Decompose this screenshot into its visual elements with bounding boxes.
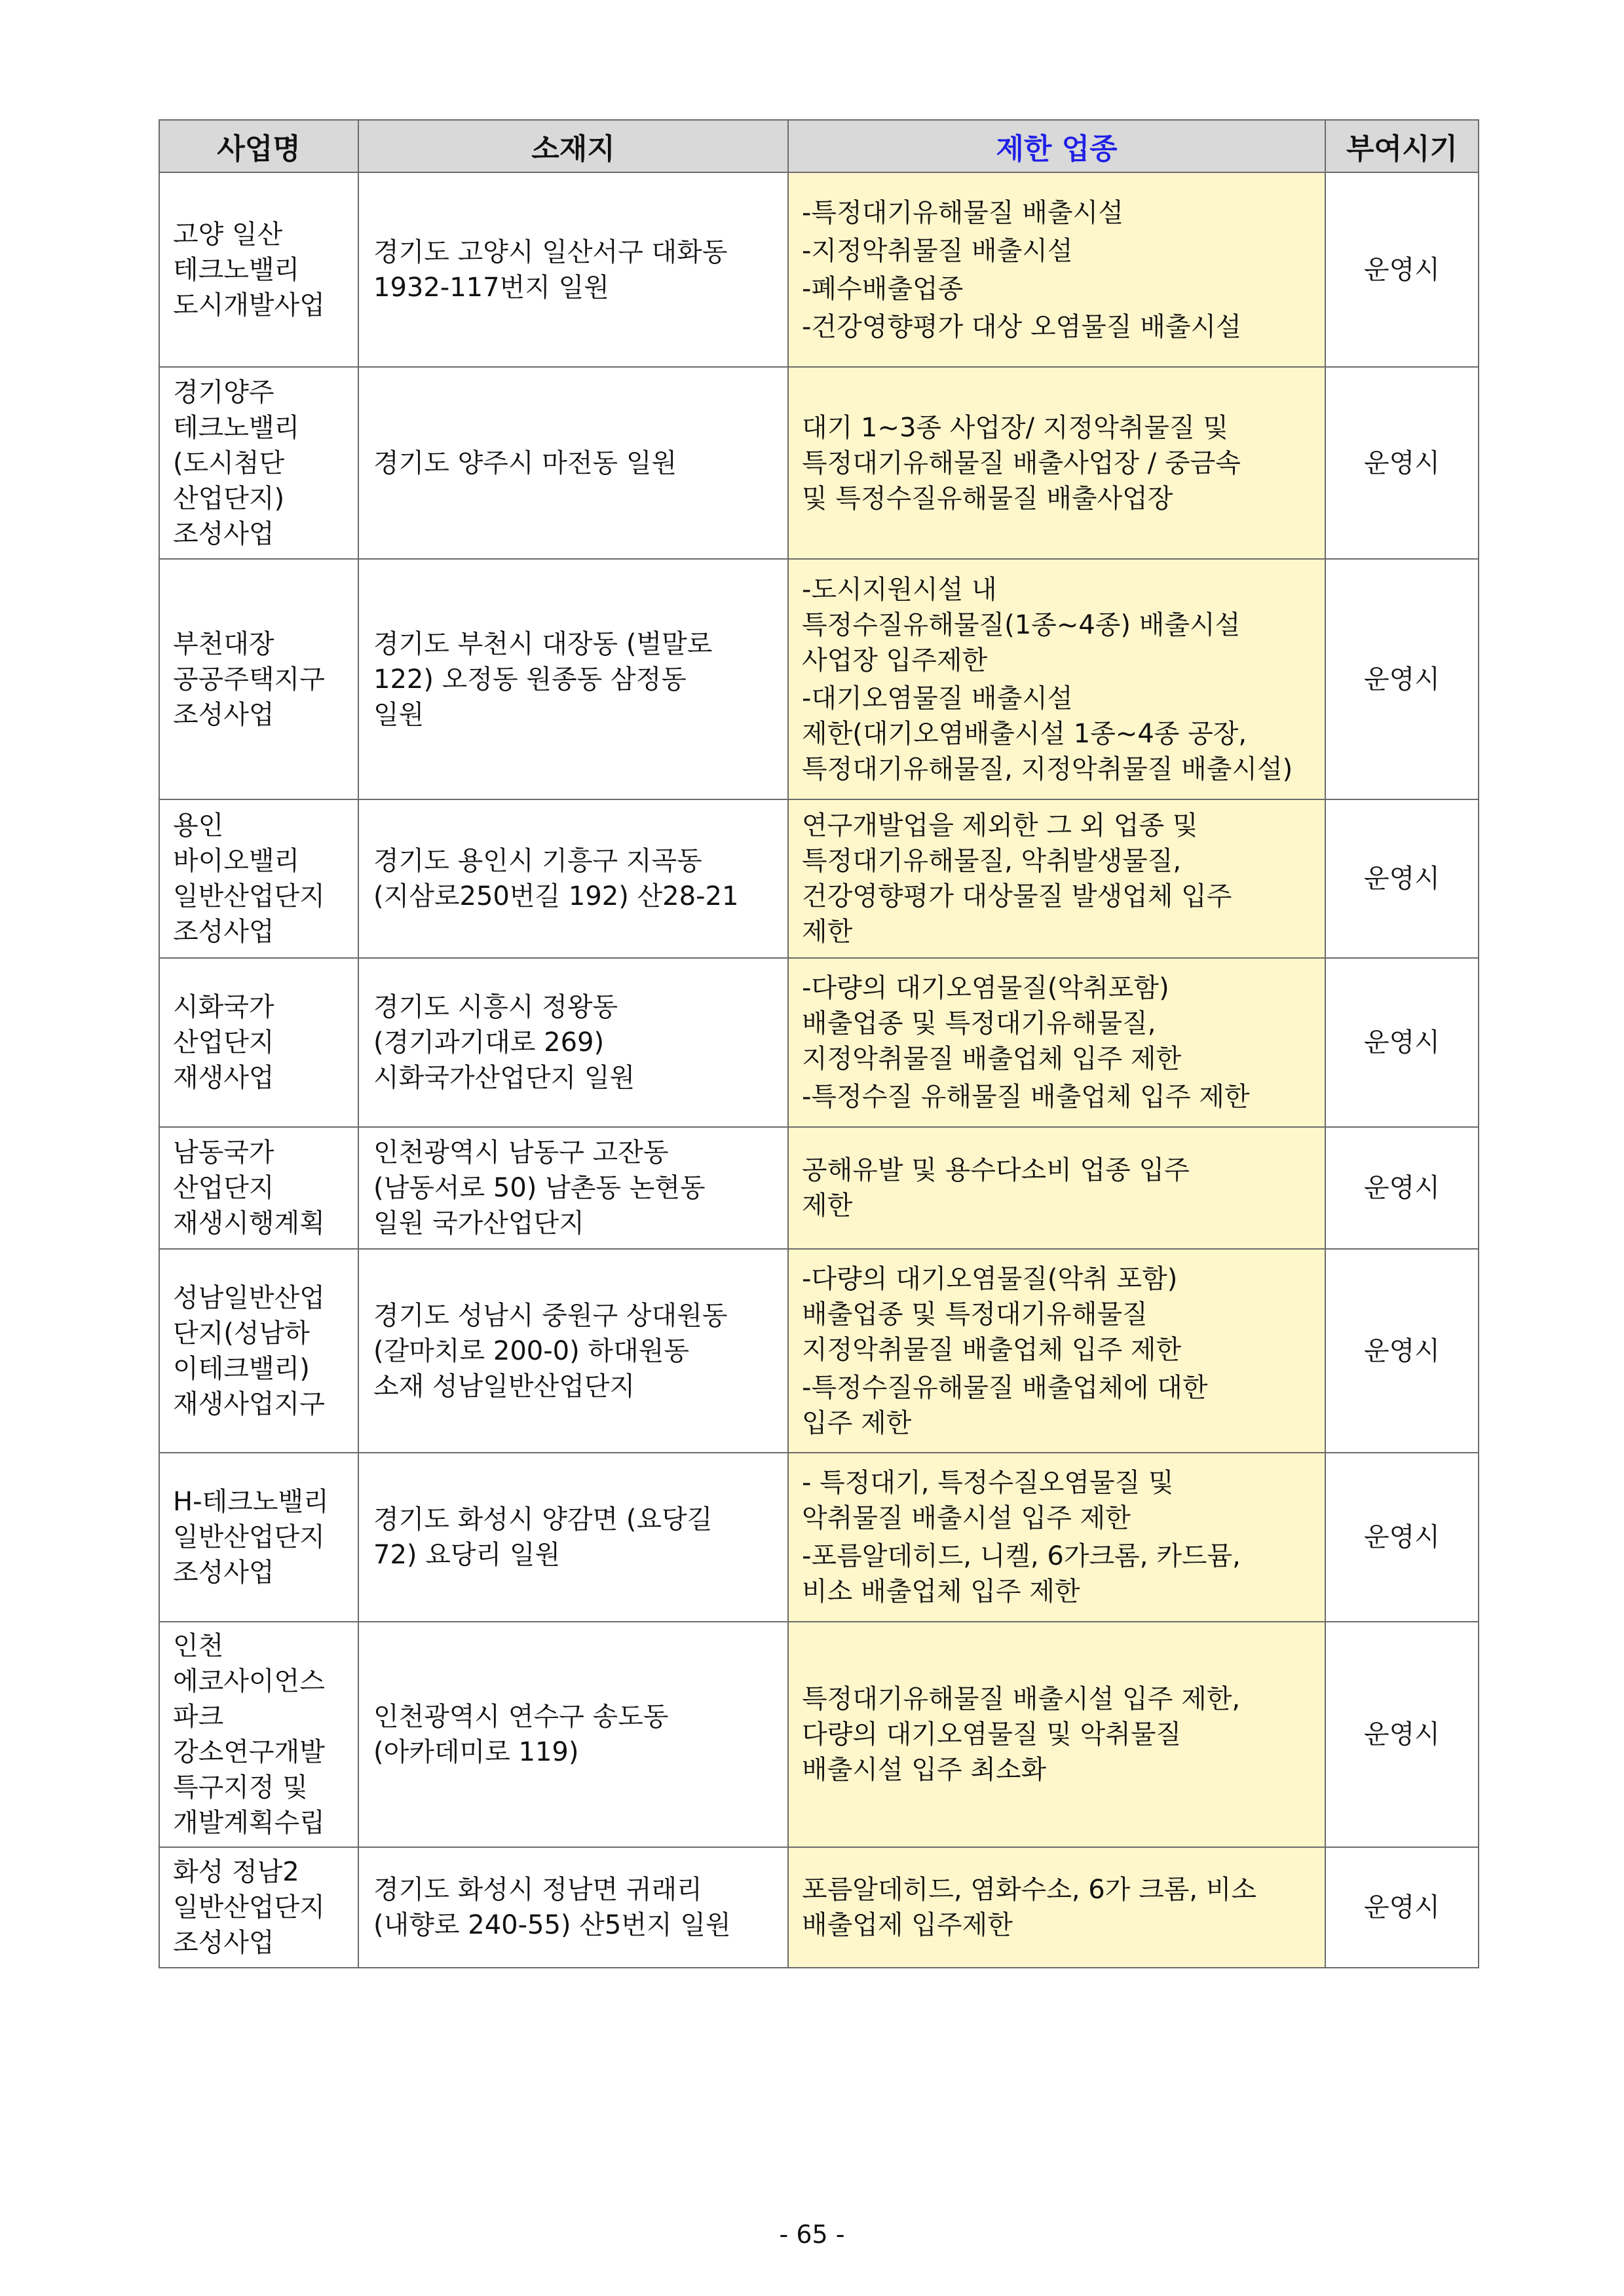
location-cell-line: 일원 국가산업단지 [373, 1208, 584, 1238]
location-cell-line: (아카데미로 119) [373, 1737, 579, 1767]
timing-cell: 운영시 [1325, 1622, 1479, 1847]
restriction-line: 연구개발업을 제외한 그 외 업종 및 [802, 811, 1198, 841]
location-cell-line: (남동서로 50) 남촌동 논현동 [373, 1173, 706, 1203]
project-name-cell-line: 공공주택지구 [173, 664, 325, 695]
location-cell [358, 958, 788, 1127]
location-cell [358, 1847, 788, 1968]
restriction-line: 제한(대기오염배출시설 1종~4종 공장, [802, 718, 1247, 749]
restriction-line: 건강영향평가 대상물질 발생업체 입주 [802, 881, 1232, 911]
location-cell-line: 일원 [373, 699, 425, 730]
restriction-line: 특정대기유해물질 배출사업장 / 중금속 [802, 448, 1241, 478]
project-name-cell-line: 산업단지 [173, 1027, 274, 1058]
restriction-line: 배출업종 및 특정대기유해물질 [802, 1299, 1148, 1330]
timing-cell: 운영시 [1325, 1249, 1479, 1453]
header-location: 소재지 [358, 120, 788, 172]
restriction-line: -대기오염물질 배출시설 [802, 683, 1073, 714]
restriction-line: 대기 1~3종 사업장/ 지정악취물질 및 [802, 412, 1229, 443]
table-row [159, 172, 1479, 367]
restriction-line: 배출업제 입주제한 [802, 1910, 1013, 1940]
location-cell-line: 경기도 시흥시 정왕동 [373, 992, 618, 1022]
project-name-cell-line: 용인 [173, 811, 224, 841]
project-name-cell [159, 1847, 358, 1968]
project-name-cell-line: 남동국가 [173, 1138, 274, 1168]
restriction-line: 및 특정수질유해물질 배출사업장 [802, 483, 1173, 514]
location-cell [358, 367, 788, 559]
location-cell-line: 1932-117번지 일원 [373, 272, 609, 303]
timing-cell: 운영시 [1325, 367, 1479, 559]
restriction-item [802, 808, 1312, 949]
restriction-item [802, 1261, 1312, 1368]
project-name-cell-line: 조성사업 [173, 917, 274, 947]
table-row [159, 1127, 1479, 1249]
project-name-cell-line: 강소연구개발 [173, 1737, 325, 1767]
restriction-line: -다량의 대기오염물질(악취포함) [802, 973, 1169, 1003]
location-cell [358, 1127, 788, 1249]
project-name-cell-line: 테크노밸리 [173, 412, 300, 443]
restriction-item [802, 195, 1312, 231]
restriction-table [159, 119, 1479, 1968]
project-name-cell-line: 재생사업지구 [173, 1388, 325, 1419]
restriction-cell [788, 1847, 1325, 1968]
restriction-line: 포름알데히드, 염화수소, 6가 크롬, 비소 [802, 1875, 1257, 1905]
location-cell-line: 122) 오정동 원종동 삼정동 [373, 664, 687, 695]
project-name-cell [159, 1249, 358, 1453]
table-row [159, 799, 1479, 958]
project-name-cell [159, 1127, 358, 1249]
project-name-cell-line: 고양 일산 [173, 219, 283, 250]
restriction-item [802, 970, 1312, 1077]
timing-cell: 운영시 [1325, 1453, 1479, 1622]
restriction-cell [788, 799, 1325, 958]
table-body [159, 172, 1479, 1968]
project-name-cell [159, 1453, 358, 1622]
project-name-cell-line: 특구지정 및 [173, 1772, 308, 1803]
restriction-line: 지정악취물질 배출업체 입주 제한 [802, 1044, 1182, 1074]
timing-cell: 운영시 [1325, 1847, 1479, 1968]
restriction-line: 특정수질유해물질(1종~4종) 배출시설 [802, 609, 1241, 640]
location-cell-line: 소재 성남일반산업단지 [373, 1371, 635, 1402]
restriction-cell [788, 367, 1325, 559]
table-row [159, 1453, 1479, 1622]
restriction-line: - 특정대기, 특정수질오염물질 및 [802, 1468, 1174, 1498]
header-row [159, 120, 1479, 172]
project-name-cell [159, 559, 358, 799]
restriction-line: 입주 제한 [802, 1407, 912, 1438]
project-name-cell-line: (도시첨단 [173, 448, 285, 478]
project-name-cell-line: 조성사업 [173, 1558, 274, 1588]
location-cell-line: 경기도 화성시 양감면 (요당길 [373, 1504, 713, 1535]
restriction-item [802, 1539, 1312, 1609]
restriction-cell [788, 1453, 1325, 1622]
restriction-item [802, 572, 1312, 678]
project-name-cell [159, 367, 358, 559]
location-cell [358, 1249, 788, 1453]
restriction-line: -특정수질유해물질 배출업체에 대한 [802, 1372, 1208, 1403]
project-name-cell-line: H-테크노밸리 [173, 1487, 329, 1517]
restriction-item [802, 309, 1312, 345]
restriction-line: -다량의 대기오염물질(악취 포함) [802, 1263, 1178, 1294]
project-name-cell-line: 이테크밸리) [173, 1353, 310, 1384]
restriction-item [802, 271, 1312, 307]
restriction-line: 비소 배출업체 입주 제한 [802, 1577, 1080, 1607]
location-cell-line: (내향로 240-55) 산5번지 일원 [373, 1910, 731, 1940]
restriction-line: 제한 [802, 1191, 853, 1221]
header-project-name: 사업명 [159, 120, 358, 172]
restriction-cell [788, 958, 1325, 1127]
project-name-cell-line: 성남일반산업 [173, 1282, 325, 1313]
project-name-cell-line: 재생시행계획 [173, 1208, 325, 1238]
project-name-cell-line: 경기양주 [173, 377, 274, 408]
restriction-cell [788, 1622, 1325, 1847]
table-row [159, 1622, 1479, 1847]
project-name-cell-line: 조성사업 [173, 699, 274, 730]
restriction-line: -폐수배출업종 [802, 273, 964, 304]
restriction-line: -특정수질 유해물질 배출업체 입주 제한 [802, 1082, 1250, 1112]
project-name-cell-line: 시화국가 [173, 992, 274, 1022]
location-cell [358, 799, 788, 958]
project-name-cell-line: 화성 정남2 [173, 1857, 299, 1887]
project-name-cell-line: 도시개발사업 [173, 290, 325, 320]
project-name-cell-line: 단지(성남하 [173, 1318, 310, 1349]
header-timing: 부여시기 [1325, 120, 1479, 172]
location-cell-line: 인천광역시 남동구 고잔동 [373, 1138, 669, 1168]
location-cell-line: 72) 요당리 일원 [373, 1540, 561, 1570]
restriction-cell [788, 559, 1325, 799]
restriction-line: 공해유발 및 용수다소비 업종 입주 [802, 1155, 1190, 1185]
restriction-line: 배출시설 입주 최소화 [802, 1755, 1047, 1785]
restriction-line: -도시지원시설 내 [802, 574, 997, 605]
table-row [159, 559, 1479, 799]
project-name-cell-line: 산업단지) [173, 483, 285, 514]
location-cell [358, 172, 788, 367]
project-name-cell-line: 개발계획수립 [173, 1808, 325, 1838]
restriction-item [802, 1681, 1312, 1788]
project-name-cell-line: 바이오밸리 [173, 846, 300, 876]
project-name-cell-line: 인천 [173, 1631, 224, 1661]
page-number: - 65 - [779, 2220, 845, 2249]
location-cell [358, 1622, 788, 1847]
timing-cell: 운영시 [1325, 958, 1479, 1127]
location-cell-line: 인천광역시 연수구 송도동 [373, 1702, 669, 1732]
restriction-line: -건강영향평가 대상 오염물질 배출시설 [802, 311, 1241, 342]
project-name-cell-line: 일반산업단지 [173, 881, 325, 911]
restriction-item [802, 1872, 1312, 1943]
project-name-cell [159, 799, 358, 958]
location-cell-line: 경기도 부천시 대장동 (벌말로 [373, 628, 713, 659]
table-row [159, 958, 1479, 1127]
location-cell-line: (갈마치로 200-0) 하대원동 [373, 1335, 689, 1366]
location-cell [358, 559, 788, 799]
restriction-cell [788, 1127, 1325, 1249]
restriction-line: -지정악취물질 배출시설 [802, 235, 1073, 266]
restriction-line: 지정악취물질 배출업체 입주 제한 [802, 1334, 1182, 1365]
location-cell-line: 경기도 화성시 정남면 귀래리 [373, 1875, 702, 1905]
restriction-line: 배출업종 및 특정대기유해물질, [802, 1008, 1156, 1039]
project-name-cell-line: 부천대장 [173, 628, 274, 659]
project-name-cell-line: 일반산업단지 [173, 1522, 325, 1552]
restriction-item [802, 1153, 1312, 1223]
location-cell-line: 경기도 고양시 일산서구 대화동 [373, 237, 728, 267]
project-name-cell-line: 조성사업 [173, 1928, 274, 1958]
location-cell-line: 경기도 양주시 마전동 일원 [373, 448, 677, 478]
restriction-line: 특정대기유해물질, 지정악취물질 배출시설) [802, 754, 1293, 784]
restriction-cell [788, 1249, 1325, 1453]
location-cell [358, 1453, 788, 1622]
project-name-cell [159, 958, 358, 1127]
project-name-cell-line: 에코사이언스 [173, 1666, 325, 1696]
restriction-line: 특정대기유해물질 배출시설 입주 제한, [802, 1684, 1241, 1714]
header-restricted-industry: 제한 업종 [788, 120, 1325, 172]
timing-cell: 운영시 [1325, 799, 1479, 958]
project-name-cell-line: 조성사업 [173, 518, 274, 549]
table-row [159, 1847, 1479, 1968]
timing-cell: 운영시 [1325, 1127, 1479, 1249]
restriction-item [802, 233, 1312, 269]
project-name-cell [159, 1622, 358, 1847]
restriction-item [802, 1079, 1312, 1115]
location-cell-line: 경기도 용인시 기흥구 지곡동 [373, 846, 702, 876]
restriction-line: 제한 [802, 917, 853, 947]
restriction-line: 사업장 입주제한 [802, 645, 988, 676]
restriction-line: -포름알데히드, 니켈, 6가크롬, 카드뮴, [802, 1541, 1241, 1571]
table-row [159, 367, 1479, 559]
restriction-line: 특정대기유해물질, 악취발생물질, [802, 846, 1182, 876]
restriction-line: -특정대기유해물질 배출시설 [802, 197, 1124, 228]
restriction-item [802, 410, 1312, 516]
table-row [159, 1249, 1479, 1453]
project-name-cell-line: 산업단지 [173, 1173, 274, 1203]
location-cell-line: 시화국가산업단지 일원 [373, 1063, 635, 1093]
restriction-item [802, 1370, 1312, 1441]
project-name-cell [159, 172, 358, 367]
restriction-cell [788, 172, 1325, 367]
restriction-line: 다량의 대기오염물질 및 악취물질 [802, 1719, 1182, 1750]
location-cell-line: (경기과기대로 269) [373, 1027, 605, 1058]
project-name-cell-line: 테크노밸리 [173, 254, 300, 285]
project-name-cell-line: 일반산업단지 [173, 1892, 325, 1923]
timing-cell: 운영시 [1325, 172, 1479, 367]
restriction-item [802, 681, 1312, 787]
project-name-cell-line: 재생사업 [173, 1063, 274, 1093]
project-name-cell-line: 파크 [173, 1702, 224, 1732]
location-cell-line: (지삼로250번길 192) 산28-21 [373, 881, 739, 911]
restriction-item [802, 1465, 1312, 1536]
restriction-line: 악취물질 배출시설 입주 제한 [802, 1503, 1131, 1533]
timing-cell: 운영시 [1325, 559, 1479, 799]
location-cell-line: 경기도 성남시 중원구 상대원동 [373, 1300, 728, 1331]
